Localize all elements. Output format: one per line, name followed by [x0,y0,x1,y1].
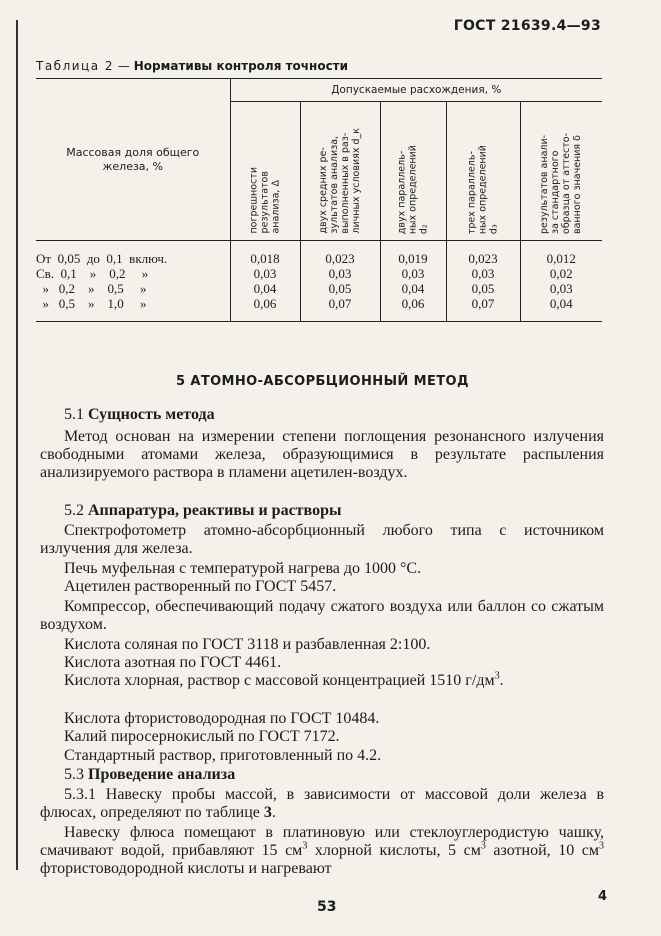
flux-text-b: хлорной кислоты, 5 см [307,842,481,859]
cell-three-parallel: 0,07 [446,296,520,322]
cell-error: 0,06 [230,296,300,322]
table-caption [36,59,348,73]
paragraph-nitric-acid: Кислота азотная по ГОСТ 4461. [64,654,282,671]
cell-two-parallel: 0,06 [380,296,446,322]
cell-three-parallel: 0,023 [446,241,520,266]
flux-text-d: фтористоводородной кислоты и нагревают [40,860,332,877]
row-range: От 0,05 до 0,1 включ. [36,251,168,266]
subheader-error-cell [230,102,300,241]
heading-text: Аппаратура, реактивы и растворы [88,502,342,519]
corner-mark: 4 [598,889,608,904]
table-caption-dash: — [117,59,130,73]
cell-two-parallel: 0,04 [380,281,446,296]
paragraph-hydrofluoric-acid: Кислота фтористоводородная по ГОСТ 10484. [64,710,380,727]
heading-number: 5.3 [64,766,84,783]
subheader-two-means: двух средних ре- зультатов анализа, выполненных в раз- личных условиях d_к [318,128,362,234]
subheader-standard-sample: результатов анали- за стандартного образца от аттесто- ванного значения δ [539,133,584,234]
left-margin-rule [16,20,18,870]
p531-end: . [271,804,276,821]
heading-text: Проведение анализа [88,766,236,783]
paragraph-hydrochloric-acid: Кислота соляная по ГОСТ 3118 и разбавленная 2:100. [64,636,431,653]
subsection-heading-5-2 [64,502,341,520]
p531-table-ref: 3 [263,804,272,821]
cell-error: 0,018 [230,241,300,266]
cell-two-means: 0,03 [300,266,380,281]
flux-text-c: азотной, 10 см [485,842,599,859]
table-caption-title: Нормативы контроля точности [133,59,349,73]
flux-sup-1: 3 [302,840,308,852]
subheader-error: погрешности результатов анализа, Δ [248,167,282,234]
paragraph-5-3-1 [40,786,604,822]
perchloric-text: Кислота хлорная, раствор с массовой концентрацией 1510 г/дм [64,672,495,689]
table-row [36,241,602,266]
table-caption-number: Таблица 2 [36,59,115,73]
flux-sup-3: 3 [598,840,604,852]
subheader-three-parallel-cell [446,102,520,241]
flux-sup-2: 3 [480,840,486,852]
table-row [36,296,602,322]
subheader-three-parallel: трех параллель- ных определений d₃ [466,144,500,234]
column-header-permissible-deviations: Допускаемые расхождения, % [230,79,602,102]
paragraph-potassium-pyrosulfate: Калий пиросернокислый по ГОСТ 7172. [64,728,340,745]
table-row [36,266,602,281]
heading-number: 5.1 [64,406,84,423]
table-row [36,281,602,296]
perchloric-end: . [499,672,504,689]
paragraph-compressor: Компрессор, обеспечивающий подачу сжатого воздуха или баллон со сжатым воздухом. [40,598,604,633]
subsection-heading-5-1 [64,406,215,424]
cell-standard-sample: 0,02 [520,266,602,281]
row-range: » 0,5 » 1,0 » [36,296,147,311]
cell-two-parallel: 0,019 [380,241,446,266]
paragraph-method-essence: Метод основан на измерении степени поглощения резонансного излучения свободными атомами железа, образующимися в результате распыления анализируемого раствора в пламени ацетилен-воздух. [40,428,604,481]
paragraph-flux-weighing [40,824,604,878]
heading-text: Сущность метода [88,406,215,423]
flux-text-a: Навеску флюса помещают в платиновую или стеклоуглеродистую чашку, смачивают водой, прибавляют 15 см [40,824,604,859]
subheader-two-parallel-cell [380,102,446,241]
cell-standard-sample: 0,03 [520,281,602,296]
perchloric-sup: 3 [494,670,500,682]
column-header-mass-fraction: Массовая доля общего железа, % [36,79,230,241]
cell-error: 0,04 [230,281,300,296]
cell-error: 0,03 [230,266,300,281]
cell-two-means: 0,05 [300,281,380,296]
cell-two-means: 0,07 [300,296,380,322]
paragraph-standard-solution: Стандартный раствор, приготовленный по 4.2. [64,747,382,764]
cell-standard-sample: 0,04 [520,296,602,322]
paragraph-spectrophotometer: Спектрофотометр атомно-абсорбционный любого типа с источником излучения для железа. [40,522,604,557]
page-number: 53 [317,899,337,915]
subheader-standard-sample-cell [520,102,602,241]
subheader-two-means-cell [300,102,380,241]
cell-three-parallel: 0,05 [446,281,520,296]
p531-text: 5.3.1 Навеску пробы массой, в зависимости от массовой доли железа в флюсах, определяют по таблице [40,786,604,821]
section-title: 5 АТОМНО-АБСОРБЦИОННЫЙ МЕТОД [176,374,469,389]
paragraph-acetylene: Ацетилен растворенный по ГОСТ 5457. [64,578,337,595]
subheader-two-parallel: двух параллель- ных определений d₂ [396,144,430,234]
paragraph-perchloric-acid [40,672,604,690]
row-range: » 0,2 » 0,5 » [36,281,147,296]
row-range: Св. 0,1 » 0,2 » [36,266,149,281]
heading-number: 5.2 [64,502,84,519]
cell-three-parallel: 0,03 [446,266,520,281]
standard-code: ГОСТ 21639.4—93 [453,18,601,34]
cell-standard-sample: 0,012 [520,241,602,266]
paragraph-muffle-furnace: Печь муфельная с температурой нагрева до 1000 °С. [64,560,422,577]
subsection-heading-5-3 [64,766,235,784]
accuracy-table [36,78,602,322]
cell-two-means: 0,023 [300,241,380,266]
cell-two-parallel: 0,03 [380,266,446,281]
